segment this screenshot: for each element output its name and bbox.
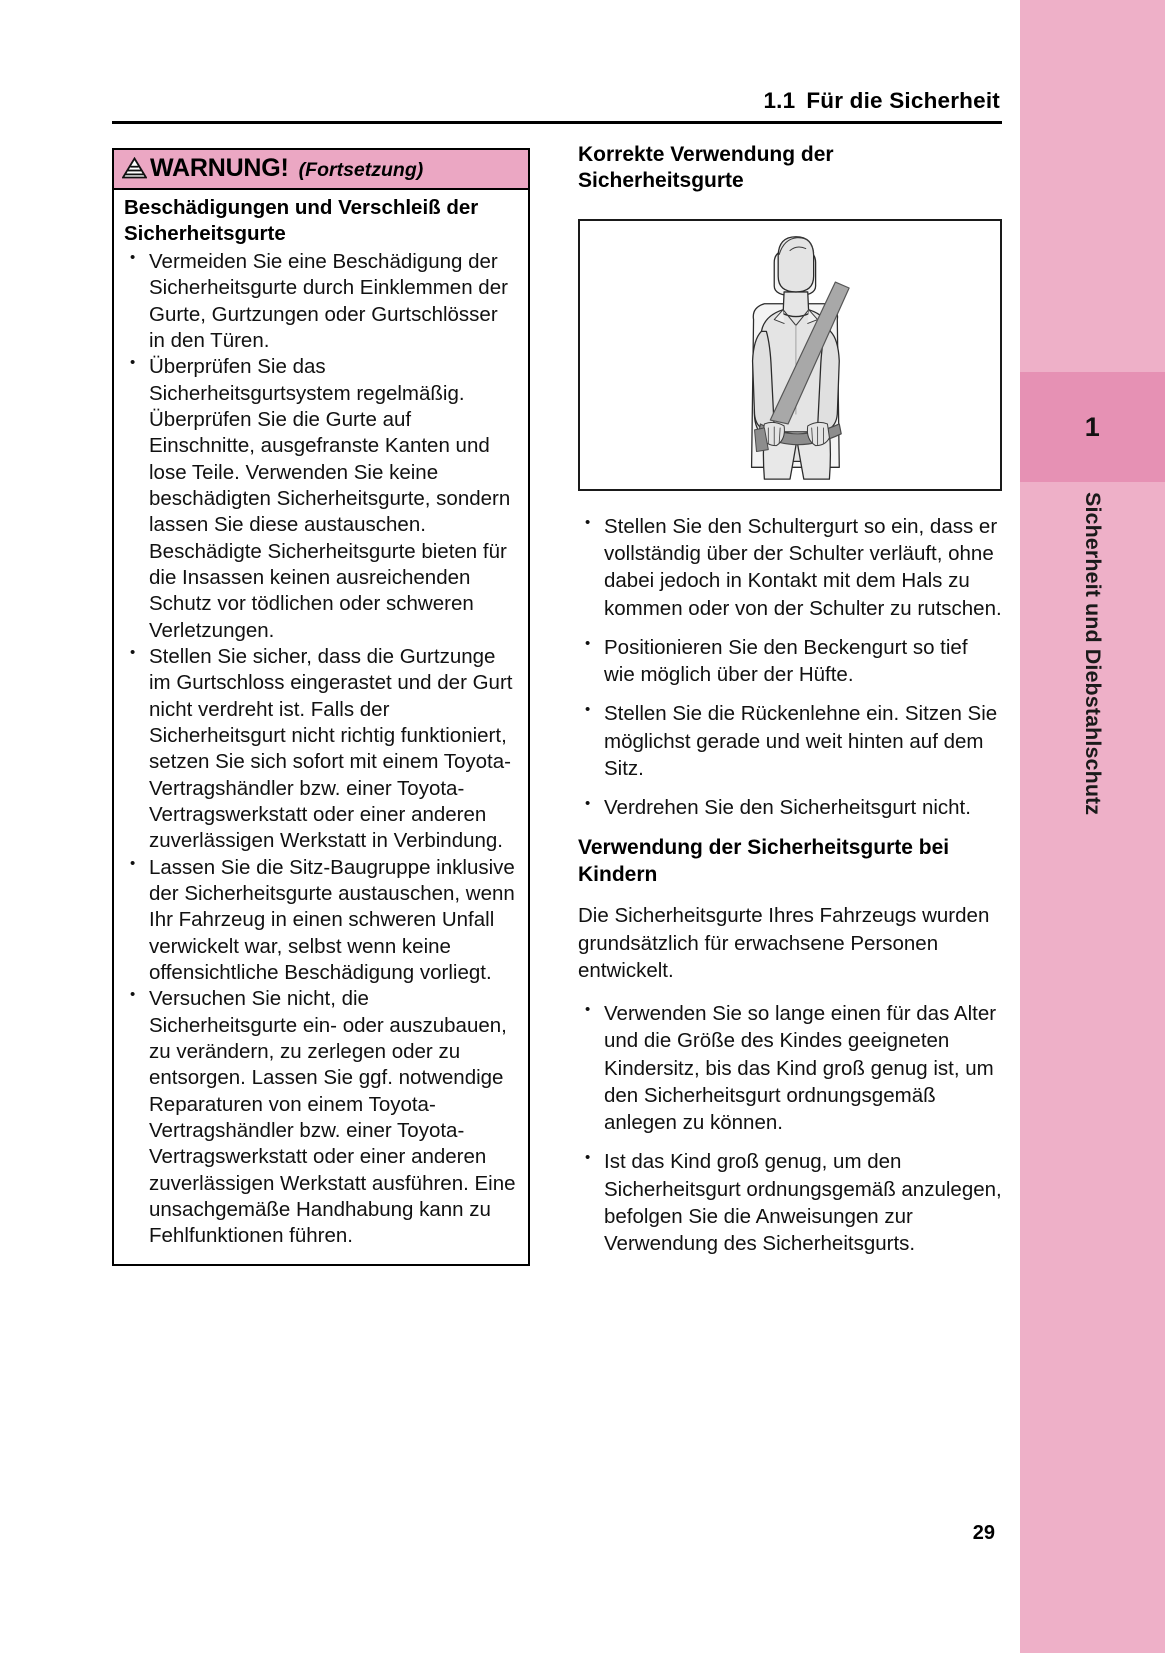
list-item: • Versuchen Sie nicht, die Sicherheitsgurte ein- oder auszubauen, zu verändern, zu zerlegen oder zu entsorgen. Lassen Sie ggf. notwendige Reparaturen von einem Toyota-Vertragshändler bzw. einer Toyota-Vertragswerkstatt oder einer anderen zuverlässigen Werkstatt ausführen. Eine unsachgemäße Handhabung kann zu Fehlfunktionen führen. [124,986,518,1249]
list-item: • Ist das Kind groß genug, um den Sicherheitsgurt ordnungsgemäß anzulegen, befolgen Sie die Anweisungen zur Verwendung des Sicherheitsgurts. [578,1148,1002,1257]
header-section-number: 1.1 [763,88,796,113]
usage-bullet-list [578,513,1002,822]
list-item: • Stellen Sie sicher, dass die Gurtzunge im Gurtschloss eingerastet und der Gurt nicht verdreht ist. Falls der Sicherheitsgurt nicht richtig funktioniert, setzen Sie sich sofort mit einem Toyota-Vertragshändler bzw. einer Toyota-Vertragswerkstatt oder einer anderen zuverlässigen Werkstatt in Verbindung. [124,644,518,855]
list-item: • Stellen Sie die Rückenlehne ein. Sitzen Sie möglichst gerade und weit hinten auf dem Sitz. [578,700,1002,782]
left-column [112,148,530,1266]
header-section-title: Für die Sicherheit [806,88,1000,113]
warning-box-body [114,190,528,1264]
warning-bullet-list [124,249,518,1249]
list-item: • Vermeiden Sie eine Beschädigung der Sicherheitsgurte durch Einklemmen der Gurte, Gurtzungen oder Gurtschlösser in den Türen. [124,249,518,354]
header-divider [112,121,1002,124]
children-bullet-list [578,1000,1002,1257]
page-number: 29 [972,1522,995,1544]
list-item: • Verwenden Sie so lange einen für das Alter und die Größe des Kindes geeigneten Kindersitz, bis das Kind groß genug ist, um den Sicherheitsgurt ordnungsgemäß anlegen zu können. [578,1000,1002,1136]
list-item: • Lassen Sie die Sitz-Baugruppe inklusive der Sicherheitsgurte austauschen, wenn Ihr Fahrzeug in einen schweren Unfall verwickelt war, selbst wenn keine offensichtliche Beschädigung vorliegt. [124,855,518,987]
chapter-tab-strip [1020,0,1165,1653]
children-section-intro: Die Sicherheitsgurte Ihres Fahrzeugs wurden grundsätzlich für erwachsene Personen entwickelt. [578,904,990,982]
right-column [578,142,1002,1269]
chapter-number-block [1020,372,1165,482]
list-item: • Positionieren Sie den Beckengurt so tief wie möglich über der Hüfte. [578,634,1002,689]
chapter-label-text: Sicherheit und Diebstahlschutz [1081,492,1105,816]
seated-occupant-with-seatbelt-illustration [578,219,1002,491]
chapter-label-vertical [1020,492,1165,912]
warning-box [112,148,530,1266]
children-section-heading: Verwendung der Sicherheitsgurte bei Kindern [578,836,950,886]
list-item: • Überprüfen Sie das Sicherheitsgurtsystem regelmäßig. Überprüfen Sie die Gurte auf Einschnitte, ausgefranste Kanten und lose Teile. Verwenden Sie keine beschädigten Sicherheitsgurte, sondern lassen Sie diese austauschen. Beschädigte Sicherheitsgurte bieten für die Insassen keinen ausreichenden Schutz vor tödlichen oder schweren Verletzungen. [124,354,518,644]
list-item: • Stellen Sie den Schultergurt so ein, dass er vollständig über der Schulter verläuft, ohne dabei jedoch in Kontakt mit dem Hals zu kommen oder von der Schulter zu rutschen. [578,513,1002,622]
warning-triangle-icon [122,157,147,179]
page-header-title [763,88,1000,114]
chapter-number: 1 [1084,411,1101,442]
warning-box-header [114,150,528,190]
warning-continued-label: (Fortsetzung) [298,159,424,181]
right-column-heading: Korrekte Verwendung der Sicherheitsgurte [578,143,834,193]
list-item: • Verdrehen Sie den Sicherheitsgurt nicht. [578,794,1002,821]
warning-title: WARNUNG! [150,154,289,182]
warning-subtitle: Beschädigungen und Verschleiß der Sicherheitsgurte [124,196,479,246]
